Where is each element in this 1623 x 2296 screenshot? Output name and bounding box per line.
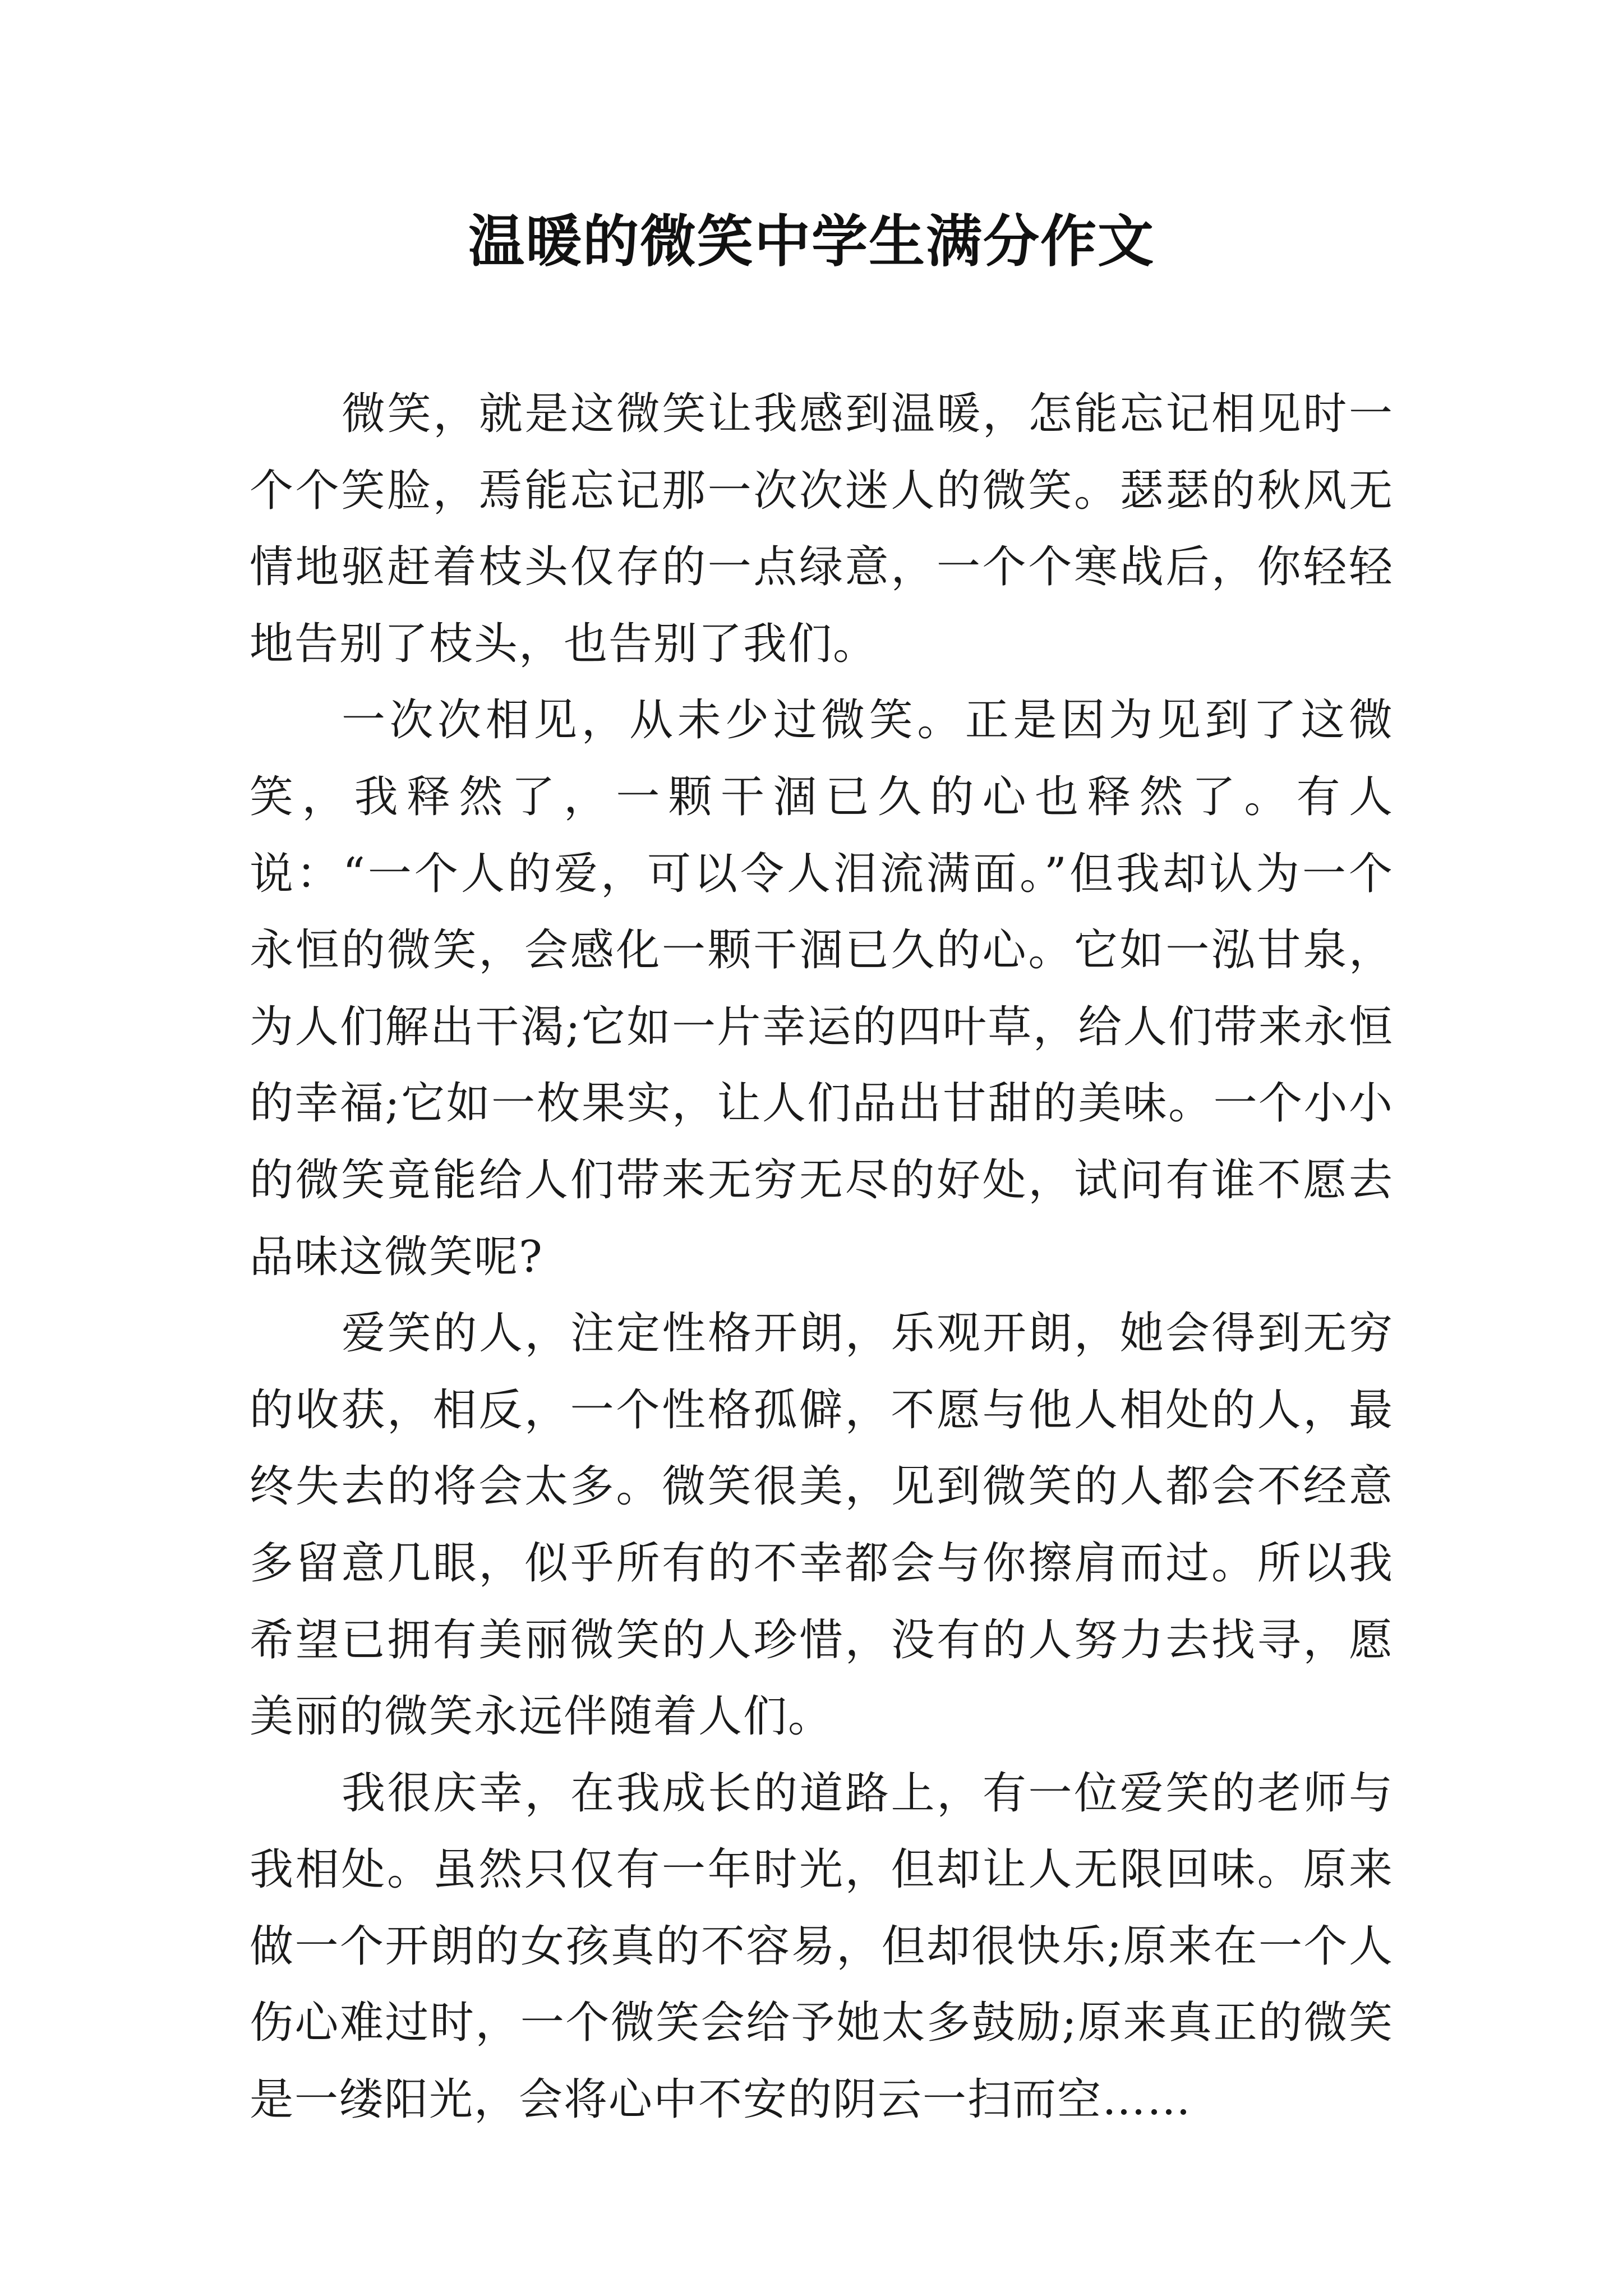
document-title: 温暖的微笑中学生满分作文	[468, 208, 1155, 274]
paragraph-4: 我很庆幸，在我成长的道路上，有一位爱笑的老师与我相处。虽然只仅有一年时光，但却让人无限回味。原来做一个开朗的女孩真的不容易，但却很快乐;原来在一个人伤心难过时，一个微笑会给予她太多鼓励;原来真正的微笑是一缕阳光，会将心中不安的阴云一扫而空……	[250, 1768, 1394, 2125]
document-body	[250, 376, 1394, 2138]
paragraph-3: 爱笑的人，注定性格开朗，乐观开朗，她会得到无穷的收获，相反，一个性格孤僻，不愿与他人相处的人，最终失去的将会太多。微笑很美，见到微笑的人都会不经意多留意几眼，似乎所有的不幸都会与你擦肩而过。所以我希望已拥有美丽微笑的人珍惜，没有的人努力去找寻，愿美丽的微笑永远伴随着人们。	[250, 1308, 1394, 1742]
paragraph-1: 微笑，就是这微笑让我感到温暖，怎能忘记相见时一个个笑脸，焉能忘记那一次次迷人的微笑。瑟瑟的秋风无情地驱赶着枝头仅存的一点绿意，一个个寒战后，你轻轻地告别了枝头，也告别了我们。	[250, 389, 1394, 669]
paragraph-2: 一次次相见，从未少过微笑。正是因为见到了这微笑，我释然了，一颗干涸已久的心也释然了。有人说：“一个人的爱，可以令人泪流满面。”但我却认为一个永恒的微笑，会感化一颗干涸已久的心。它如一泓甘泉，为人们解出干渴;它如一片幸运的四叶草，给人们带来永恒的幸福;它如一枚果实，让人们品出甘甜的美味。一个小小的微笑竟能给人们带来无穷无尽的好处，试问有谁不愿去品味这微笑呢?	[250, 695, 1394, 1282]
